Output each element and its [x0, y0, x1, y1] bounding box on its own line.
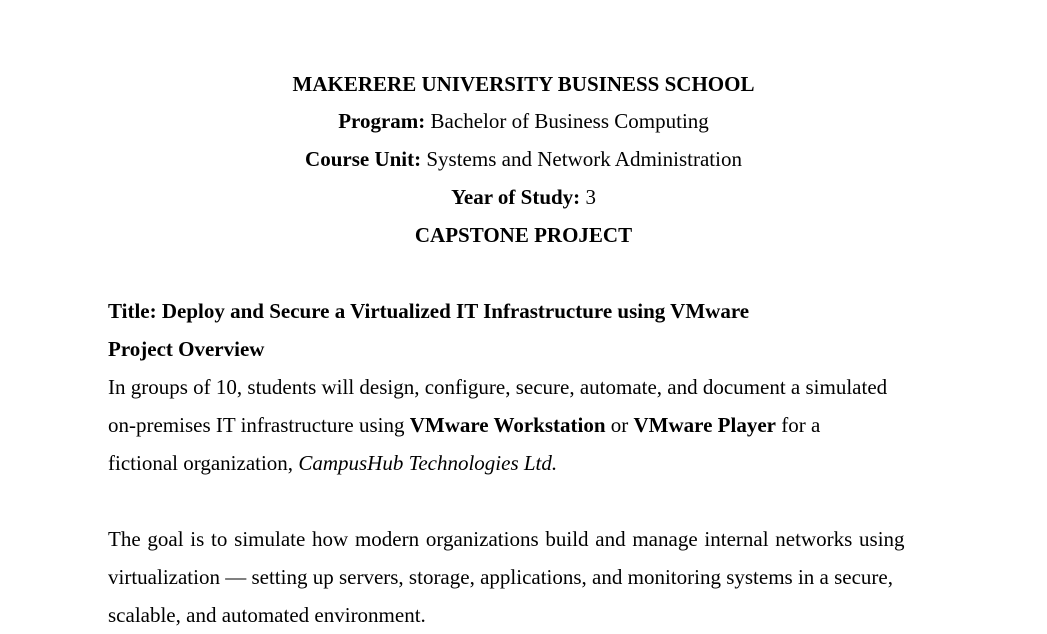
program-label: Program:: [338, 109, 426, 133]
paragraph1-line2: [108, 413, 820, 437]
paragraph1-line2-text-c: for a: [775, 413, 821, 437]
school-name-text: MAKERERE UNIVERSITY BUSINESS SCHOOL: [292, 72, 755, 96]
course-unit-label: Course Unit:: [305, 147, 422, 171]
paragraph1-line3: [108, 451, 557, 475]
paragraph2-line3-text: scalable, and automated environment.: [108, 603, 426, 627]
course-unit-value: Systems and Network Administration: [426, 147, 742, 171]
paragraph1-line3-text: fictional organization,: [108, 451, 299, 475]
paragraph1-line1: [108, 375, 887, 399]
year-of-study-value: 3: [585, 185, 596, 209]
overview-heading: [108, 337, 264, 361]
course-unit-line: [0, 147, 1047, 171]
paragraph2-line3: [108, 603, 426, 627]
paragraph2-line1-text: The goal is to simulate how modern organizations build and manage internal networks using: [108, 527, 905, 551]
paragraph1-line1-text: In groups of 10, students will design, configure, secure, automate, and document a simulated: [108, 375, 888, 399]
program-value: Bachelor of Business Computing: [430, 109, 709, 133]
school-name: [0, 72, 1047, 96]
organization-name: CampusHub Technologies Ltd.: [298, 451, 558, 475]
program-line: [0, 109, 1047, 133]
paragraph2-line2: [108, 565, 893, 589]
project-type-text: CAPSTONE PROJECT: [414, 223, 633, 247]
vmware-player-text: VMware Player: [633, 413, 776, 437]
project-type-heading: [0, 223, 1047, 247]
year-of-study-label: Year of Study:: [451, 185, 581, 209]
project-title-text: Title: Deploy and Secure a Virtualized IT Infrastructure using VMware: [108, 299, 750, 323]
paragraph2-line1: [108, 527, 905, 551]
overview-heading-text: Project Overview: [108, 337, 265, 361]
paragraph1-line2-text-a: on-premises IT infrastructure using: [108, 413, 410, 437]
paragraph1-line2-text-b: or: [605, 413, 634, 437]
vmware-workstation-text: VMware Workstation: [409, 413, 606, 437]
project-title: [108, 299, 749, 323]
paragraph2-line2-text: virtualization — setting up servers, storage, applications, and monitoring systems in a secure,: [108, 565, 893, 589]
year-of-study-line: [0, 185, 1047, 209]
